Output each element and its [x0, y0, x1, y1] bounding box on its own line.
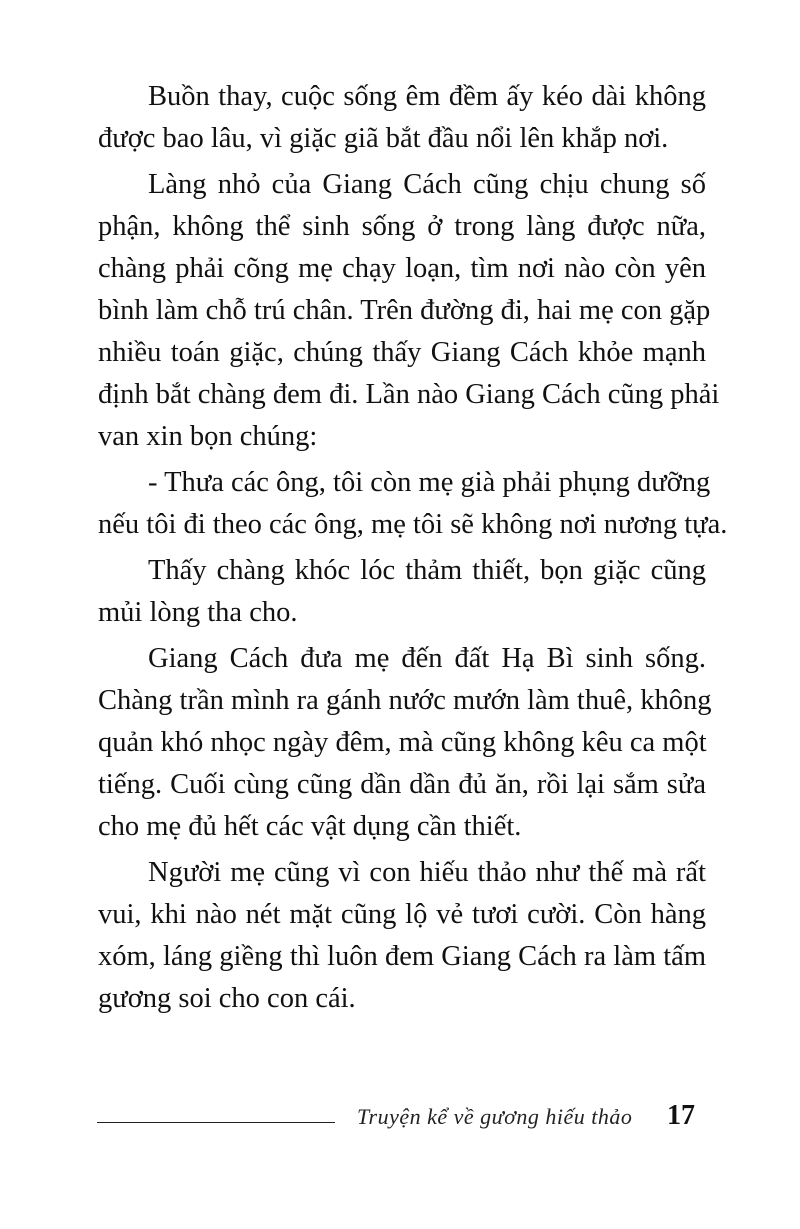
text-line: Chàng trần mình ra gánh nước mướn làm thuê, không: [98, 685, 712, 716]
text-line: tiếng. Cuối cùng cũng dần dần đủ ăn, rồi lại sắm sửa: [98, 769, 706, 800]
text-line: mủi lòng tha cho.: [98, 597, 298, 628]
paragraph: [98, 638, 712, 848]
text-line: được bao lâu, vì giặc giã bắt đầu nổi lên khắp nơi.: [98, 123, 669, 154]
text-line: van xin bọn chúng:: [98, 421, 318, 452]
text-line: nếu tôi đi theo các ông, mẹ tôi sẽ không nơi nương tựa.: [98, 509, 728, 540]
text-line: Làng nhỏ của Giang Cách cũng chịu chung số: [148, 169, 706, 200]
text-line: bình làm chỗ trú chân. Trên đường đi, hai mẹ con gặp: [98, 295, 711, 326]
paragraph: [98, 550, 706, 634]
paragraph: [98, 76, 706, 160]
paragraph: [98, 462, 728, 546]
text-line: vui, khi nào nét mặt cũng lộ vẻ tươi cười. Còn hàng: [98, 899, 706, 930]
text-line: xóm, láng giềng thì luôn đem Giang Cách ra làm tấm: [98, 941, 706, 972]
text-line: Người mẹ cũng vì con hiếu thảo như thế mà rất: [148, 857, 706, 888]
text-line: Thấy chàng khóc lóc thảm thiết, bọn giặc cũng: [148, 555, 706, 586]
text-line: định bắt chàng đem đi. Lần nào Giang Cách cũng phải: [98, 379, 720, 410]
text-line: chàng phải cõng mẹ chạy loạn, tìm nơi nào còn yên: [98, 253, 706, 284]
text-line: nhiều toán giặc, chúng thấy Giang Cách khỏe mạnh: [98, 337, 706, 368]
page-body: [98, 76, 728, 1024]
paragraph: [98, 852, 706, 1020]
footer-rule: [97, 1122, 335, 1123]
text-line: Giang Cách đưa mẹ đến đất Hạ Bì sinh sống.: [148, 643, 706, 674]
text-line: quản khó nhọc ngày đêm, mà cũng không kêu ca một: [98, 727, 707, 758]
page-footer: [97, 1100, 707, 1144]
text-line: Buồn thay, cuộc sống êm đềm ấy kéo dài không: [148, 81, 706, 112]
running-title: Truyện kể về gương hiếu thảo: [357, 1104, 633, 1129]
text-line: cho mẹ đủ hết các vật dụng cần thiết.: [98, 811, 522, 842]
page-number: 17: [667, 1100, 695, 1131]
text-line: gương soi cho con cái.: [98, 983, 356, 1014]
text-line: - Thưa các ông, tôi còn mẹ già phải phụng dưỡng: [148, 467, 711, 498]
text-line: phận, không thể sinh sống ở trong làng được nữa,: [98, 211, 706, 242]
paragraph: [98, 164, 720, 458]
